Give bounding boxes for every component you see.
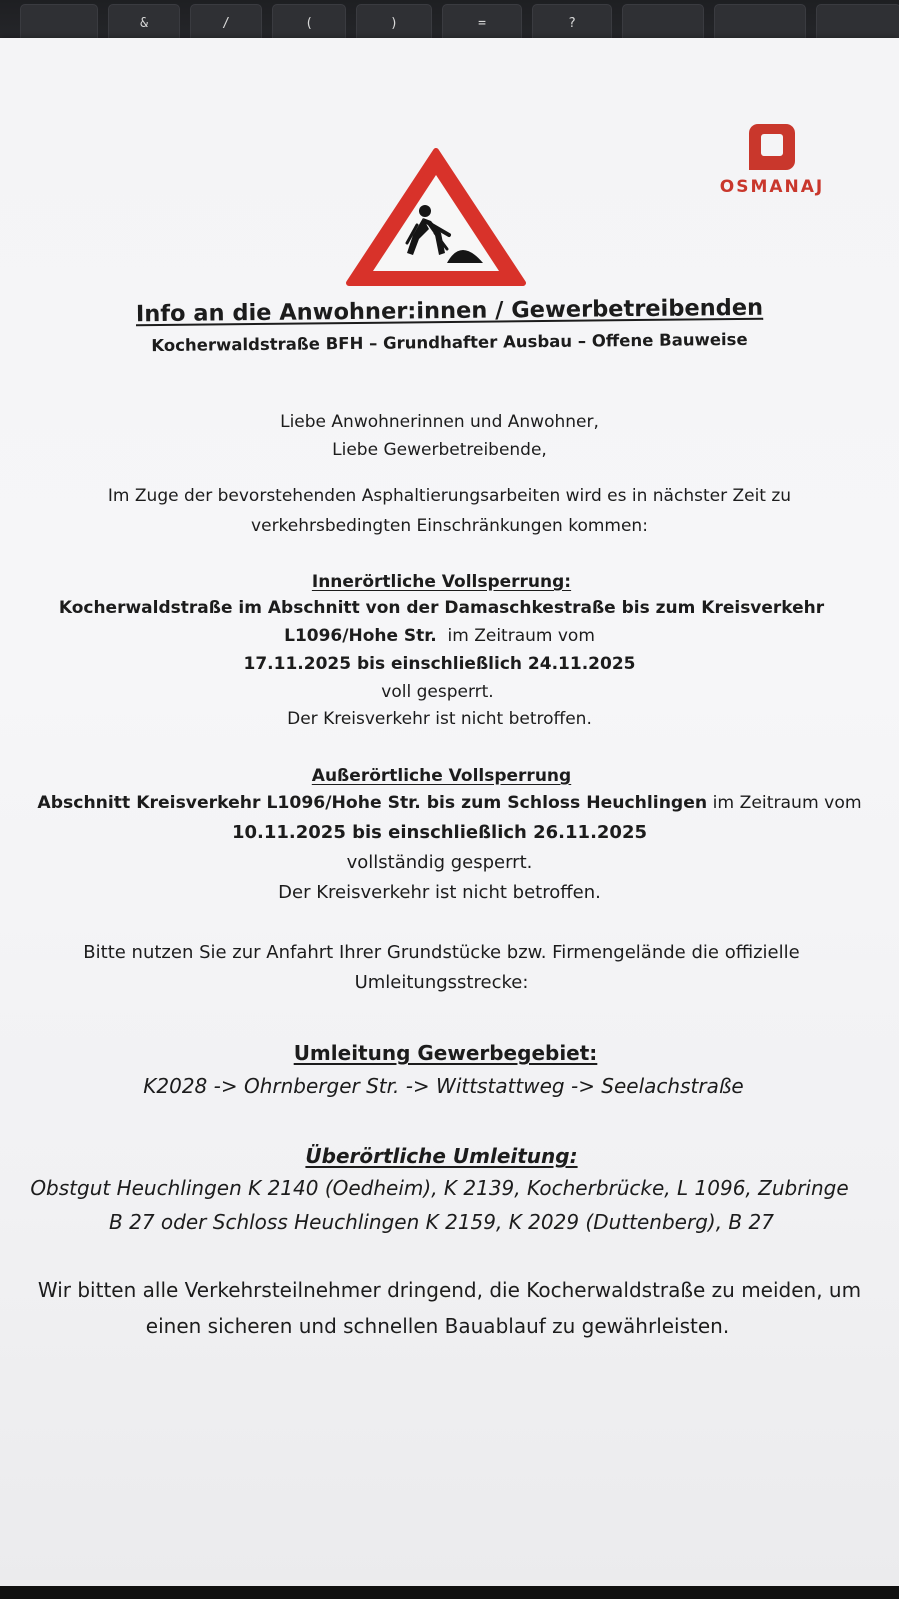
keyboard-key: ? <box>532 4 612 44</box>
outer-closure-note: Der Kreisverkehr ist nicht betroffen. <box>278 882 601 903</box>
closing-line-2: einen sicheren und schnellen Bauablauf zu gewährleisten. <box>145 1314 730 1338</box>
outer-closure-line-1 <box>0 793 899 813</box>
request-line-2: Umleitungsstrecke: <box>354 972 529 993</box>
keyboard-key: ) <box>356 4 432 44</box>
osmanaj-logo-icon <box>745 120 799 174</box>
desk-surface <box>0 1586 899 1599</box>
inner-closure-status: voll gesperrt. <box>381 682 494 702</box>
business-detour-heading: Umleitung Gewerbegebiet: <box>293 1041 598 1065</box>
keyboard-key: ( <box>272 4 346 44</box>
business-detour-route: K2028 -> Ohrnberger Str. -> Wittstattweg -> Seelachstraße <box>143 1074 744 1098</box>
company-logo <box>708 120 836 197</box>
request-line-1: Bitte nutzen Sie zur Anfahrt Ihrer Grundstücke bzw. Firmengelände die offizielle <box>83 942 800 963</box>
inner-closure-line-2 <box>0 626 889 646</box>
roadworks-warning-icon <box>343 145 529 289</box>
inner-closure-line-1: Kocherwaldstraße im Abschnitt von der Damaschkestraße bis zum Kreisverkehr <box>58 598 825 618</box>
keyboard-key: / <box>190 4 262 44</box>
keyboard-key: = <box>442 4 522 44</box>
greeting-line-2: Liebe Gewerbetreibende, <box>332 440 547 460</box>
notice-title: Info an die Anwohner:innen / Gewerbetreibenden <box>135 294 764 328</box>
inner-closure-heading: Innerörtliche Vollsperrung: <box>311 572 572 592</box>
inner-closure-period-label: im Zeitraum vom <box>436 626 595 646</box>
notice-subtitle: Kocherwaldstraße BFH – Grundhafter Ausbau – Offene Bauweise <box>151 329 748 356</box>
closing-line-1: Wir bitten alle Verkehrsteilnehmer dringend, die Kocherwaldstraße zu meiden, um <box>37 1278 862 1302</box>
inner-closure-dates: 17.11.2025 bis einschließlich 24.11.2025 <box>243 654 636 674</box>
inner-closure-note: Der Kreisverkehr ist nicht betroffen. <box>287 709 592 729</box>
outer-closure-road: Abschnitt Kreisverkehr L1096/Hohe Str. bis zum Schloss Heuchlingen <box>37 793 708 813</box>
regional-detour-heading: Überörtliche Umleitung: <box>305 1144 578 1168</box>
outer-closure-heading: Außerörtliche Vollsperrung <box>311 766 572 786</box>
outer-closure-status: vollständig gesperrt. <box>346 852 533 873</box>
inner-closure-road: L1096/Hohe Str. <box>284 626 437 646</box>
outer-closure-dates: 10.11.2025 bis einschließlich 26.11.2025 <box>231 822 648 843</box>
regional-detour-line-2: B 27 oder Schloss Heuchlingen K 2159, K 2029 (Duttenberg), B 27 <box>109 1210 774 1234</box>
regional-detour-line-1: Obstgut Heuchlingen K 2140 (Oedheim), K 2139, Kocherbrücke, L 1096, Zubringe <box>30 1176 849 1200</box>
greeting-line-1: Liebe Anwohnerinnen und Anwohner, <box>280 412 599 432</box>
intro-line-2: verkehrsbedingten Einschränkungen kommen: <box>251 516 648 536</box>
logo-name: OSMANAJ <box>719 177 825 197</box>
keyboard-key: & <box>108 4 180 44</box>
intro-line-1: Im Zuge der bevorstehenden Asphaltierungsarbeiten wird es in nächster Zeit zu <box>107 486 792 506</box>
outer-closure-period-label: im Zeitraum vom <box>707 793 862 813</box>
